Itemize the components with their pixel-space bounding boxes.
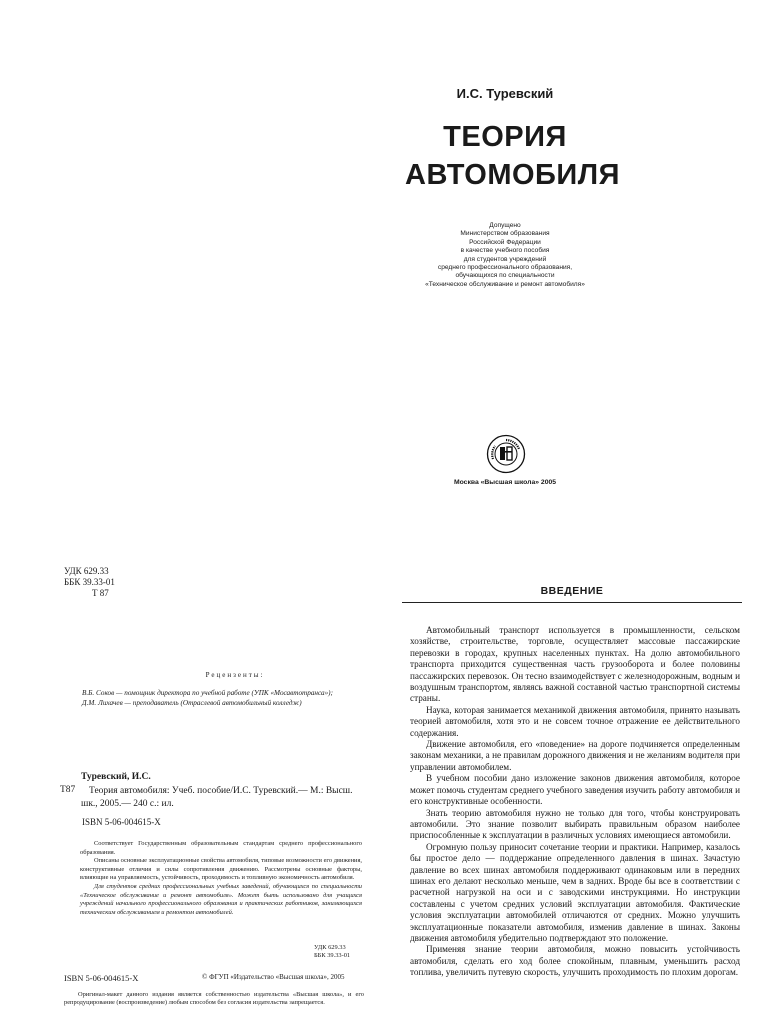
catalog-author: Туревский, И.С. bbox=[81, 772, 151, 782]
chapter-body bbox=[410, 625, 740, 979]
isbn: ISBN 5-06-004615-X bbox=[82, 817, 161, 827]
udk-code: УДК 629.33 bbox=[64, 566, 109, 576]
approval-note bbox=[390, 222, 620, 289]
approval-line: Министерством образования bbox=[460, 230, 550, 238]
annotation-paragraph: Описаны основные эксплуатационные свойства автомобиля, типовые возможности его движения, конструктивные отличия и силы сопротивления движению. Рассмотрены основные факторы, влияющие на управляемость, устойчивость, проходимость и топливную экономичность автомобиля. bbox=[80, 857, 362, 882]
classification-codes bbox=[64, 566, 115, 599]
bbk-code: ББК 39.33-01 bbox=[314, 952, 351, 959]
isbn-bottom: ISBN 5-06-004615-X bbox=[64, 973, 139, 983]
catalog-description: Теория автомобиля: Учеб. пособие/И.С. Туревский.— М.: Высш. шк., 2005.— 240 с.: ил. bbox=[81, 786, 353, 809]
body-paragraph: Автомобильный транспорт используется в промышленности, сельском хозяйстве, строительстве, торговле, осуществляет массовые пассажирские перевозки в городах, крупных населенных пунктах. На долю автомобильного транспорта приходится существенная часть грузооборота и более половины пассажирских перевозок. Он тесно взаимодействует с железнодорожным, водным и воздушным транспортом, являясь важной составной частью транспортной системы страны. bbox=[410, 625, 740, 704]
annotation-paragraph: Для студентов средних профессиональных учебных заведений, обучающихся по специальности «Техническое обслуживание и ремонт автомобиля». Может быть использовано для учащихся учреждений начального профессионального образования и практических работников, занимающихся техническим обслуживанием и ремонтом автомобилей. bbox=[80, 882, 362, 916]
legal-notice bbox=[64, 991, 364, 1008]
book-title bbox=[405, 118, 620, 194]
body-paragraph: Применяя знание теории автомобиля, можно повысить устойчивость автомобиля, сделать его ход более спокойным, плавным, уменьшить расход топлива, увеличить путевую скорость, улучшить проходимость по плохим дорогам. bbox=[410, 944, 740, 978]
annotation-paragraph: Соответствует Государственным образовательным стандартам среднего профессионального образования. bbox=[80, 840, 362, 856]
approval-line: «Техническое обслуживание и ремонт автомобиля» bbox=[425, 280, 585, 288]
approval-line: для студентов учреждений bbox=[463, 255, 547, 263]
body-paragraph: Движение автомобиля, его «поведение» на дороге подчиняется определенным законам механики, а не правилам дорожного движения и не желаниям водителя при управлении автомобилем. bbox=[410, 739, 740, 772]
book-author: И.С. Туревский bbox=[456, 86, 554, 101]
approval-line: среднего профессионального образования, bbox=[437, 264, 573, 272]
author-mark: Т 87 bbox=[92, 588, 109, 598]
reviewer: В.Б. Соков — помощник директора по учебной работе (УПК «Мосавтотранса»); bbox=[82, 689, 333, 697]
copyright-notice: © ФГУП «Издательство «Высшая школа», 2005 bbox=[202, 973, 345, 981]
body-paragraph: Наука, которая занимается механикой движения автомобиля, принято называть теорией автомобиля, хотя это и не совсем точное отражение ее действительного содержания. bbox=[410, 704, 740, 738]
publisher-logo-icon bbox=[486, 434, 526, 474]
title-line: ТЕОРИЯ bbox=[443, 121, 567, 153]
body-paragraph: Знать теорию автомобиля нужно не только для того, чтобы конструировать автомобили. Это знание позволит выбирать правильным образом наиболее приспособленные к эксплуатации в различных условиях имеющиеся автомобили. bbox=[410, 807, 740, 841]
reviewers-list bbox=[82, 688, 352, 708]
chapter-heading: ВВЕДЕНИЕ bbox=[402, 585, 742, 603]
approval-line: обучающихся по специальности bbox=[455, 272, 555, 280]
body-paragraph: В учебном пособии дано изложение законов движения автомобиля, которое может помочь студентам среднего учебного заведения изучить работу автомобиля и его конструктивные особенности. bbox=[410, 773, 740, 807]
title-line: АВТОМОБИЛЯ bbox=[405, 159, 620, 191]
classification-codes-bottom bbox=[314, 944, 350, 960]
udk-code: УДК 629.33 bbox=[314, 944, 346, 951]
legal-paragraph: Оригинал-макет данного издания является собственностью издательства «Высшая школа», и его репродуцирование (воспроизведение) любым способом без согласия издательства запрещается. bbox=[64, 991, 364, 1007]
body-paragraph: Огромную пользу приносит сочетание теории и практики. Например, казалось бы простое дело — поддержание определенного давления в шинах. Зачастую давление во всех шинах автомобиля поддерживают одинаковым или в передних шинах его делают несколько меньше, чем в задних. Вроде бы все в соответствии с расчетной нагрузкой на оси и с заводскими инструкциями. Но инструкции составлены с учетом средних условий эксплуатации автомобиля. Фактические условия эксплуатации автомобилей отличаются от средних. Можно улучшить эксплуатационные показатели автомобиля, изменив давление в шинах. Законы движения автомобиля убедительно подтверждают это положение. bbox=[410, 841, 740, 943]
approval-line: Российской Федерации bbox=[469, 238, 541, 246]
reviewer: Д.М. Лихачев — преподаватель (Отраслевой автомобильный колледж) bbox=[82, 699, 302, 707]
book-annotation bbox=[80, 840, 362, 917]
approval-line: в качестве учебного пособия bbox=[460, 247, 550, 255]
publisher-imprint: Москва «Высшая школа» 2005 bbox=[453, 479, 557, 486]
catalog-code: Т87 bbox=[60, 785, 76, 795]
approval-line: Допущено bbox=[489, 222, 521, 229]
reviewers-heading: Рецензенты: bbox=[205, 671, 265, 679]
bbk-code: ББК 39.33-01 bbox=[64, 577, 115, 587]
